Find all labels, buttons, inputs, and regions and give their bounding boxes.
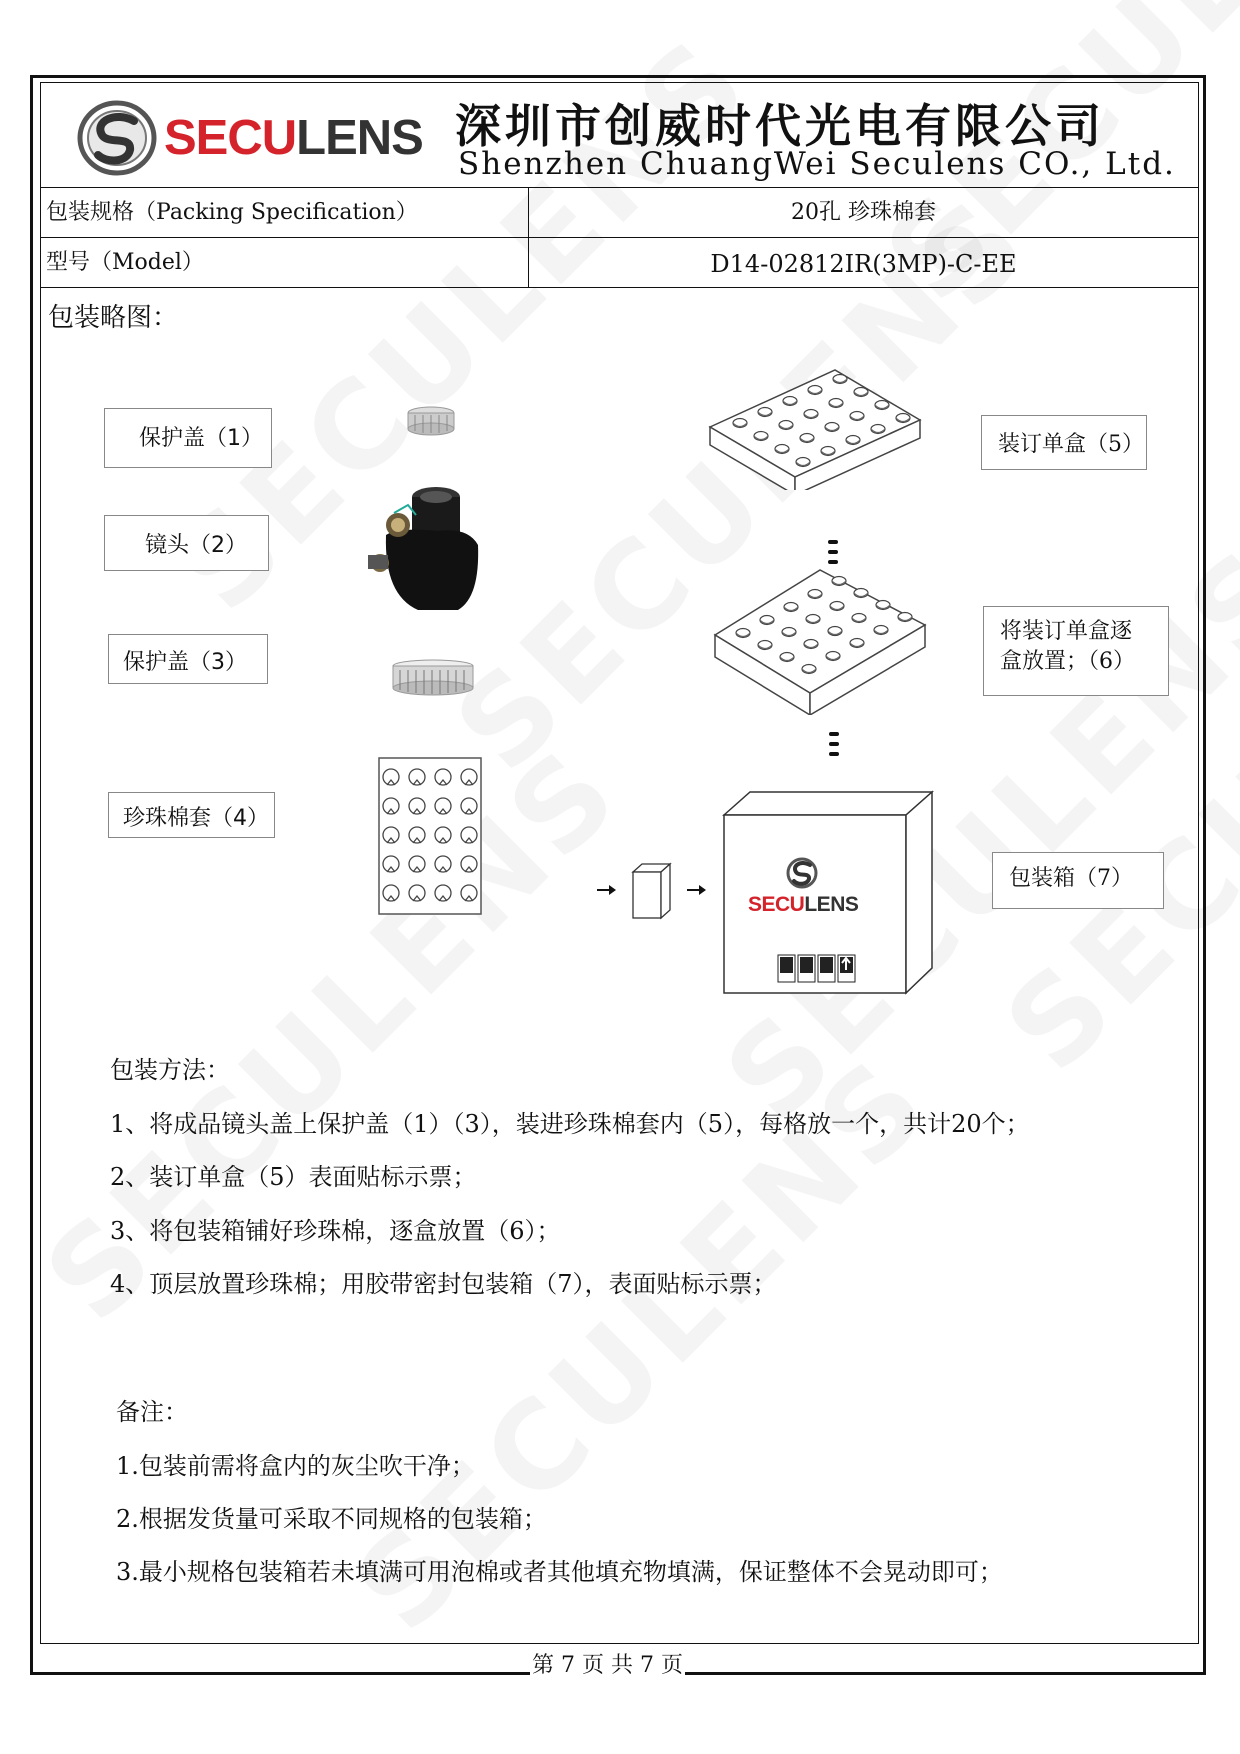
company-name-en: Shenzhen ChuangWei Seculens CO., Ltd. bbox=[458, 146, 1176, 182]
lens-image bbox=[358, 475, 488, 615]
logo-text-red: SECU bbox=[164, 111, 297, 165]
note-item: 1.包装前需将盒内的灰尘吹干净； bbox=[116, 1452, 475, 1480]
logo-text-gray: LENS bbox=[296, 111, 423, 165]
label-box-5: 装订单盒（5） bbox=[981, 415, 1147, 470]
pearl-foam-sleeve-image bbox=[378, 757, 482, 915]
method-title: 包装方法： bbox=[110, 1056, 230, 1084]
ellipsis-icon bbox=[828, 730, 840, 758]
order-box-6-image bbox=[710, 565, 935, 715]
ellipsis-icon bbox=[827, 538, 839, 566]
label-cap-1: 保护盖（1） bbox=[104, 408, 272, 468]
label-lens-2: 镜头（2） bbox=[104, 515, 269, 571]
notes-title: 备注： bbox=[116, 1398, 188, 1426]
packing-spec-value: 20孔 珍珠棉套 bbox=[791, 200, 936, 225]
carton-logo-text-red: SECU bbox=[748, 893, 805, 916]
arrow-right-icon bbox=[687, 884, 707, 896]
label-box-6: 将装订单盒逐盒放置；（6） bbox=[983, 606, 1169, 696]
table-border bbox=[40, 237, 1199, 238]
protective-cap-bottom-image bbox=[388, 658, 478, 698]
label-foam-4: 珍珠棉套（4） bbox=[108, 792, 275, 838]
method-step: 2、装订单盒（5）表面贴标示票； bbox=[110, 1163, 477, 1191]
order-box-5-image bbox=[700, 365, 925, 490]
model-label: 型号（Model） bbox=[46, 250, 204, 275]
method-step: 4、顶层放置珍珠棉；用胶带密封包装箱（7），表面贴标示票； bbox=[110, 1270, 777, 1298]
small-box-icon bbox=[630, 862, 672, 920]
label-cap-3: 保护盖（3） bbox=[108, 634, 268, 684]
label-carton-7: 包装箱（7） bbox=[992, 852, 1164, 909]
note-item: 2.根据发货量可采取不同规格的包装箱； bbox=[116, 1505, 547, 1533]
model-value: D14-02812IR(3MP)-C-EE bbox=[710, 250, 1017, 278]
carton-box-image bbox=[720, 790, 935, 995]
packing-spec-label: 包装规格（Packing Specification） bbox=[46, 200, 418, 225]
page-number: 第 7 页 共 7 页 bbox=[530, 1648, 685, 1679]
diagram-title: 包装略图： bbox=[48, 303, 179, 333]
arrow-right-icon bbox=[597, 884, 617, 896]
protective-cap-top-image bbox=[405, 405, 457, 437]
logo-swirl-icon bbox=[74, 95, 160, 181]
carton-logo-text-gray: LENS bbox=[804, 893, 859, 916]
company-logo bbox=[72, 92, 432, 182]
table-border bbox=[40, 187, 1199, 188]
note-item: 3.最小规格包装箱若未填满可用泡棉或者其他填充物填满，保证整体不会晃动即可； bbox=[116, 1558, 1003, 1586]
company-name-cn: 深圳市创威时代光电有限公司 bbox=[455, 99, 1105, 153]
method-step: 3、将包装箱铺好珍珠棉，逐盒放置（6）； bbox=[110, 1217, 561, 1245]
method-step: 1、将成品镜头盖上保护盖（1）（3），装进珍珠棉套内（5），每格放一个，共计20个； bbox=[110, 1110, 1030, 1138]
table-border bbox=[40, 287, 1199, 288]
